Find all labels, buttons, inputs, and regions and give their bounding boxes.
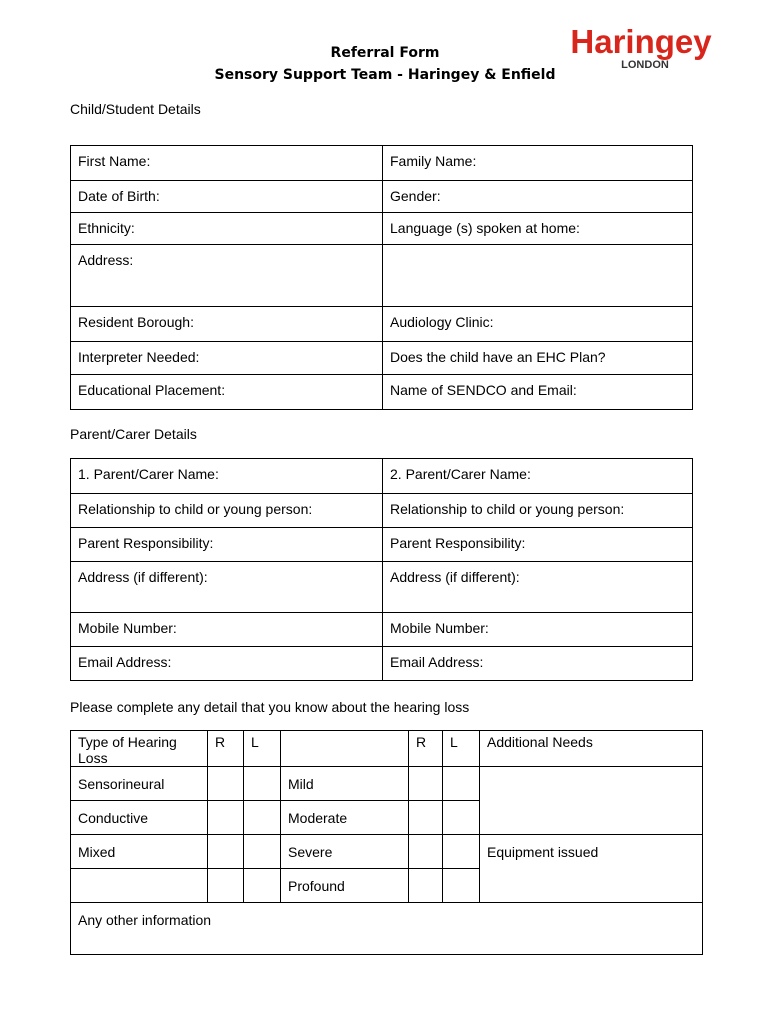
moderate-l-cell[interactable]	[443, 801, 480, 835]
carer2-mobile-label: Mobile Number:	[390, 620, 489, 636]
type-header	[71, 731, 208, 767]
carer1-relationship-label: Relationship to child or young person:	[78, 501, 313, 517]
sendco-label: Name of SENDCO and Email:	[390, 382, 577, 398]
other-info-label: Any other information	[78, 912, 212, 928]
resident-borough-field[interactable]	[71, 307, 383, 342]
carer2-name-field[interactable]	[383, 459, 693, 494]
sendco-field[interactable]	[383, 375, 693, 410]
carer1-mobile-field[interactable]	[71, 613, 383, 647]
audiology-clinic-field[interactable]	[383, 307, 693, 342]
mixed-l-cell[interactable]	[244, 835, 281, 869]
type-l-header: L	[244, 731, 281, 767]
mild-l-cell[interactable]	[443, 767, 480, 801]
dob-label: Date of Birth:	[78, 188, 160, 204]
carer1-responsibility-field[interactable]	[71, 528, 383, 562]
equipment-issued-field[interactable]	[480, 835, 703, 903]
child-details-table	[70, 145, 693, 410]
audiology-clinic-label: Audiology Clinic:	[390, 314, 494, 330]
type-r-header: R	[208, 731, 244, 767]
blank-type-cell[interactable]	[71, 869, 208, 903]
blank-l-cell[interactable]	[244, 869, 281, 903]
mild-r-cell[interactable]	[409, 767, 443, 801]
severe-label: Severe	[281, 835, 409, 869]
interpreter-label: Interpreter Needed:	[78, 349, 200, 365]
additional-needs-field[interactable]	[480, 767, 703, 835]
profound-label: Profound	[281, 869, 409, 903]
equipment-issued-label: Equipment issued	[487, 844, 599, 860]
severe-r-cell[interactable]	[409, 835, 443, 869]
carer1-responsibility-label: Parent Responsibility:	[78, 535, 214, 551]
logo-main-text: Haringey	[570, 23, 712, 60]
carer1-address-label: Address (if different):	[78, 569, 208, 585]
carer2-relationship-field[interactable]	[383, 494, 693, 528]
carer2-mobile-field[interactable]	[383, 613, 693, 647]
sensorineural-l-cell[interactable]	[244, 767, 281, 801]
carer1-email-field[interactable]	[71, 647, 383, 681]
language-field[interactable]	[383, 213, 693, 245]
address-extra-field[interactable]	[383, 245, 693, 307]
carer1-address-field[interactable]	[71, 562, 383, 613]
mild-label: Mild	[281, 767, 409, 801]
placement-field[interactable]	[71, 375, 383, 410]
ehc-plan-label: Does the child have an EHC Plan?	[390, 349, 606, 365]
carer2-address-field[interactable]	[383, 562, 693, 613]
moderate-r-cell[interactable]	[409, 801, 443, 835]
resident-borough-label: Resident Borough:	[78, 314, 194, 330]
carer1-relationship-field[interactable]	[71, 494, 383, 528]
interpreter-field[interactable]	[71, 342, 383, 375]
parent-section-label: Parent/Carer Details	[70, 426, 197, 442]
dob-field[interactable]	[71, 181, 383, 213]
parent-details-table	[70, 458, 693, 681]
type-header-label: Type of Hearing Loss	[78, 734, 177, 766]
profound-r-cell[interactable]	[409, 869, 443, 903]
carer2-email-field[interactable]	[383, 647, 693, 681]
address-field[interactable]	[71, 245, 383, 307]
carer2-relationship-label: Relationship to child or young person:	[390, 501, 625, 517]
profound-l-cell[interactable]	[443, 869, 480, 903]
carer2-responsibility-label: Parent Responsibility:	[390, 535, 526, 551]
carer1-email-label: Email Address:	[78, 654, 172, 670]
degree-header	[281, 731, 409, 767]
placement-label: Educational Placement:	[78, 382, 226, 398]
ethnicity-label: Ethnicity:	[78, 220, 135, 236]
ethnicity-field[interactable]	[71, 213, 383, 245]
other-info-field[interactable]	[71, 903, 703, 955]
gender-label: Gender:	[390, 188, 441, 204]
form-title: Referral Form	[330, 45, 440, 61]
carer2-responsibility-field[interactable]	[383, 528, 693, 562]
language-label: Language (s) spoken at home:	[390, 220, 580, 236]
gender-field[interactable]	[383, 181, 693, 213]
degree-l-header: L	[443, 731, 480, 767]
first-name-field[interactable]	[71, 146, 383, 181]
family-name-label: Family Name:	[390, 153, 477, 169]
child-section-label: Child/Student Details	[70, 101, 201, 117]
carer1-mobile-label: Mobile Number:	[78, 620, 177, 636]
form-subtitle: Sensory Support Team - Haringey & Enfield	[214, 67, 556, 83]
conductive-l-cell[interactable]	[244, 801, 281, 835]
hearing-loss-table	[70, 730, 703, 955]
mixed-r-cell[interactable]	[208, 835, 244, 869]
carer2-name-label: 2. Parent/Carer Name:	[390, 466, 531, 482]
carer2-email-label: Email Address:	[390, 654, 484, 670]
conductive-r-cell[interactable]	[208, 801, 244, 835]
ehc-plan-field[interactable]	[383, 342, 693, 375]
degree-r-header: R	[409, 731, 443, 767]
carer2-address-label: Address (if different):	[390, 569, 520, 585]
haringey-logo	[566, 22, 716, 72]
moderate-label: Moderate	[281, 801, 409, 835]
additional-needs-header: Additional Needs	[480, 731, 703, 767]
conductive-label: Conductive	[71, 801, 208, 835]
carer1-name-field[interactable]	[71, 459, 383, 494]
logo-sub-text: LONDON	[621, 59, 669, 71]
sensorineural-r-cell[interactable]	[208, 767, 244, 801]
sensorineural-label: Sensorineural	[71, 767, 208, 801]
mixed-label: Mixed	[71, 835, 208, 869]
blank-r-cell[interactable]	[208, 869, 244, 903]
carer1-name-label: 1. Parent/Carer Name:	[78, 466, 219, 482]
hearing-section-label: Please complete any detail that you know about the hearing loss	[70, 699, 470, 715]
severe-l-cell[interactable]	[443, 835, 480, 869]
first-name-label: First Name:	[78, 153, 151, 169]
address-label: Address:	[78, 252, 134, 268]
family-name-field[interactable]	[383, 146, 693, 181]
